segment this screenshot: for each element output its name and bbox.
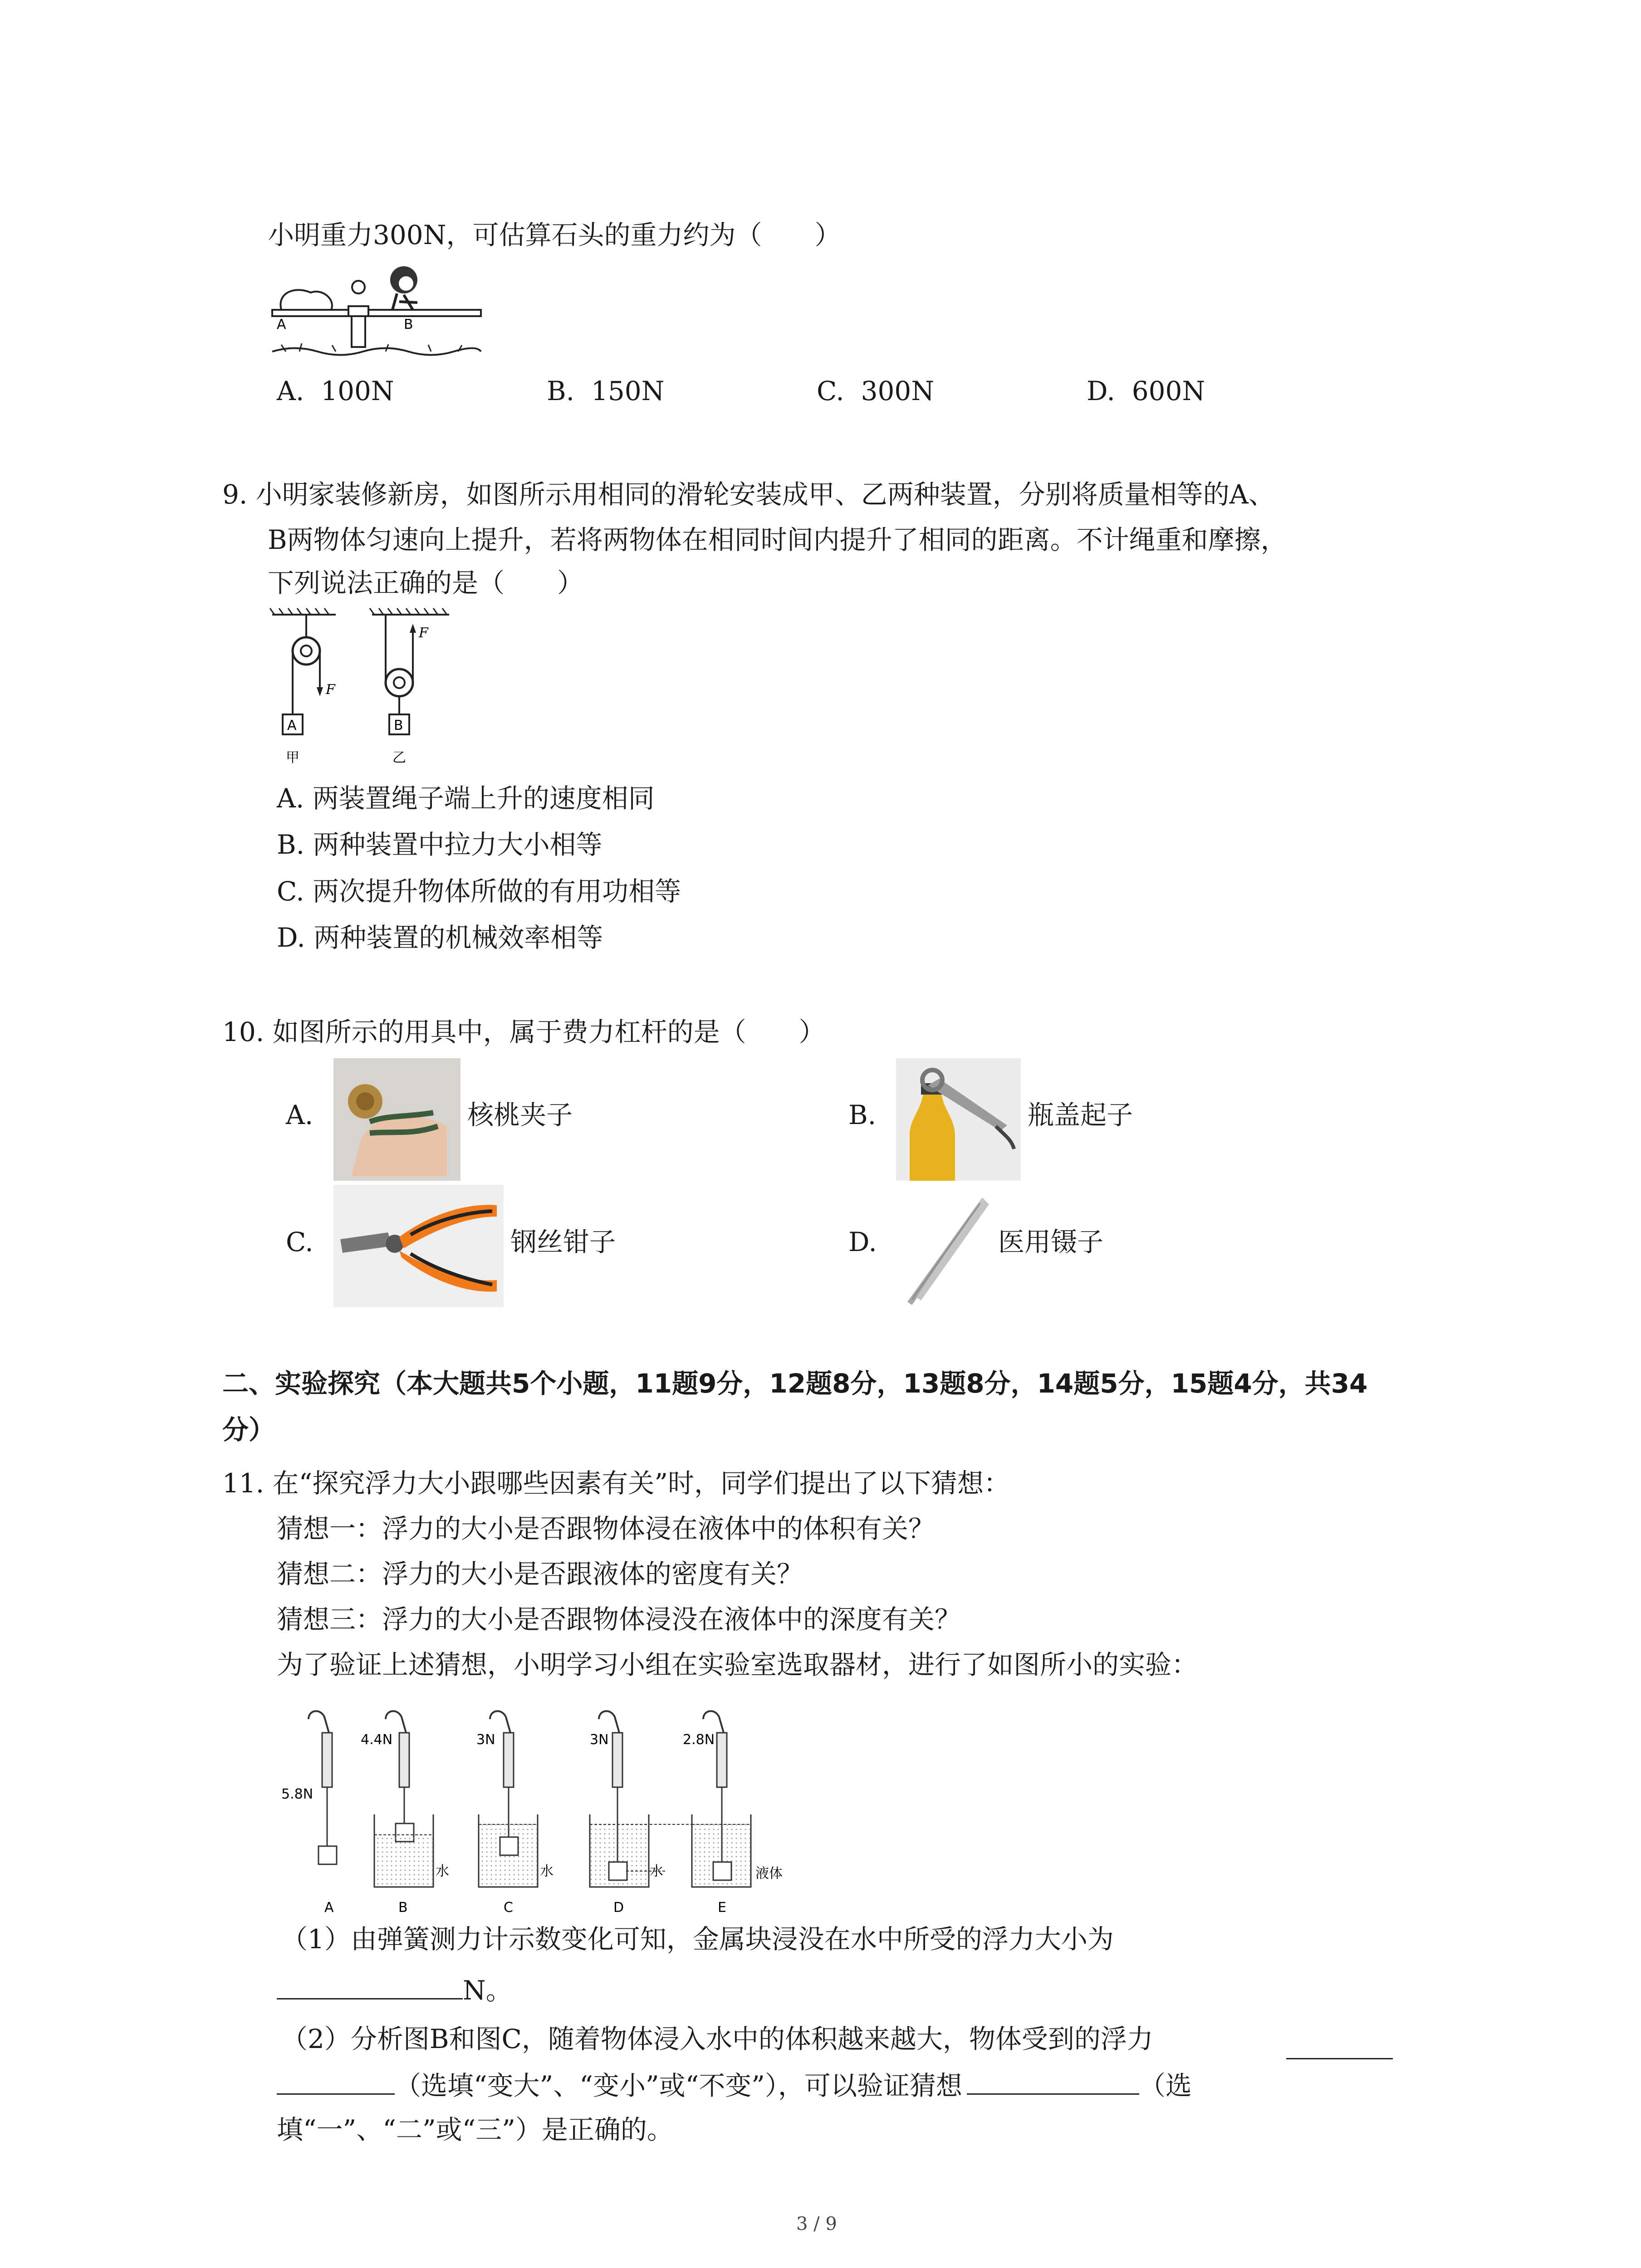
water-label-c: 水 [540,1863,554,1879]
walnut-cracker-image [333,1058,460,1181]
q8-option-a[interactable]: A. 100N [277,376,394,406]
q8-option-d[interactable]: D. 600N [1087,376,1205,406]
q11-guess-1: 猜想一：浮力的大小是否跟物体浸在液体中的体积有关？ [277,1513,935,1544]
q11-part1-answer-line [277,1971,512,2009]
q11-part2-blank-1-cont[interactable] [277,2066,395,2095]
water-label-d: 水 [650,1863,663,1879]
q11-part2-blank-1[interactable] [1286,2031,1393,2059]
q11-part1-text: （1）由弹簧测力计示数变化可知，金属块浸没在水中所受的浮力大小为 [281,1924,1114,1955]
q10-option-b-text: 瓶盖起子 [1028,1100,1133,1130]
q10-option-a-text: 核桃夹子 [467,1100,573,1130]
q11-guess-3: 猜想三：浮力的大小是否跟物体浸没在液体中的深度有关？ [277,1604,961,1635]
label-a: A [324,1900,334,1916]
reading-e: 2.8N [683,1732,715,1748]
q9-option-a[interactable]: A. 两装置绳子端上升的速度相同 [277,783,655,814]
q9-stem-line1: 9. 小明家装修新房，如图所示用相同的滑轮安装成甲、乙两种装置，分别将质量相等的A、 [222,479,1275,510]
pulley-figure [268,606,467,773]
q8-option-c[interactable]: C. 300N [817,376,935,406]
q11-part1-blank[interactable] [277,1971,463,1999]
q10-option-d-letter[interactable]: D. [848,1227,877,1257]
q10-option-c-text: 钢丝钳子 [510,1227,616,1257]
seesaw-figure [268,261,490,361]
q11-guess-2: 猜想二：浮力的大小是否跟液体的密度有关？ [277,1559,803,1589]
experiment-b [361,1711,449,1916]
reading-c: 3N [476,1732,495,1748]
seesaw-label-b: B [404,317,413,332]
buoyancy-experiment-figure [277,1706,844,1932]
pulley-block-a: A [287,718,297,733]
q10-option-a-letter[interactable]: A. [286,1100,314,1130]
q10-option-b-letter[interactable]: B. [848,1100,877,1130]
pulley-force-label-jia: F [326,682,335,698]
reading-b: 4.4N [361,1732,393,1748]
q11-part1-unit: N。 [463,1975,512,2006]
pliers-image [333,1185,504,1307]
experiment-c [476,1711,554,1916]
q11-stem: 11. 在“探究浮力大小跟哪些因素有关”时，同学们提出了以下猜想： [222,1468,1010,1499]
label-b: B [398,1900,408,1916]
experiment-d [590,1711,663,1916]
pulley-caption-jia: 甲 [286,750,299,766]
q11-intro: 为了验证上述猜想，小明学习小组在实验室选取器材，进行了如图所小的实验： [277,1649,1198,1680]
q10-stem: 10. 如图所示的用具中，属于费力杠杆的是（ ） [222,1017,825,1047]
liquid-label-e: 液体 [755,1866,783,1882]
q8-option-b[interactable]: B. 150N [547,376,665,406]
q11-part2-line3: 填“一”、“二”或“三”）是正确的。 [277,2114,673,2145]
section2-heading-line2: 分） [222,1414,275,1445]
q11-part2-text: （2）分析图B和图C，随着物体浸入水中的体积越来越大，物体受到的浮力 [281,2024,1153,2054]
q11-part2-blank-2[interactable] [967,2066,1139,2095]
label-d: D [613,1900,624,1916]
pulley-caption-yi: 乙 [392,750,406,766]
page-number: 3 / 9 [796,2214,837,2234]
q11-part2-line2: （选填“变大”、“变小”或“不变”），可以验证猜想 （选 [277,2066,1192,2104]
q9-option-b[interactable]: B. 两种装置中拉力大小相等 [277,829,603,860]
bottle-opener-image [896,1058,1021,1181]
q9-stem-line2: B两物体匀速向上提升，若将两物体在相同时间内提升了相同的距离。不计绳重和摩擦， [268,524,1287,555]
tweezers-image [896,1191,991,1311]
pulley-block-b: B [394,718,403,733]
reading-a: 5.8N [281,1786,314,1802]
q9-stem-line3: 下列说法正确的是（ ） [268,567,584,598]
pulley-force-label-yi: F [419,625,428,641]
section2-heading-line1: 二、实验探究（本大题共5个小题，11题9分，12题8分，13题8分，14题5分，15题4分，共34 [222,1368,1368,1399]
reading-d: 3N [590,1732,609,1748]
q10-option-d-text: 医用镊子 [998,1227,1104,1257]
label-e: E [718,1900,726,1916]
experiment-a [281,1711,337,1916]
experiment-e [683,1711,783,1916]
q9-option-d[interactable]: D. 两种装置的机械效率相等 [277,922,603,953]
seesaw-label-a: A [277,317,286,332]
q10-option-c-letter[interactable]: C. [286,1227,314,1257]
label-c: C [504,1900,513,1916]
q9-option-c[interactable]: C. 两次提升物体所做的有用功相等 [277,876,681,907]
q8-stem: 小明重力300N，可估算石头的重力约为（ ） [268,220,841,250]
water-label-b: 水 [436,1863,449,1879]
